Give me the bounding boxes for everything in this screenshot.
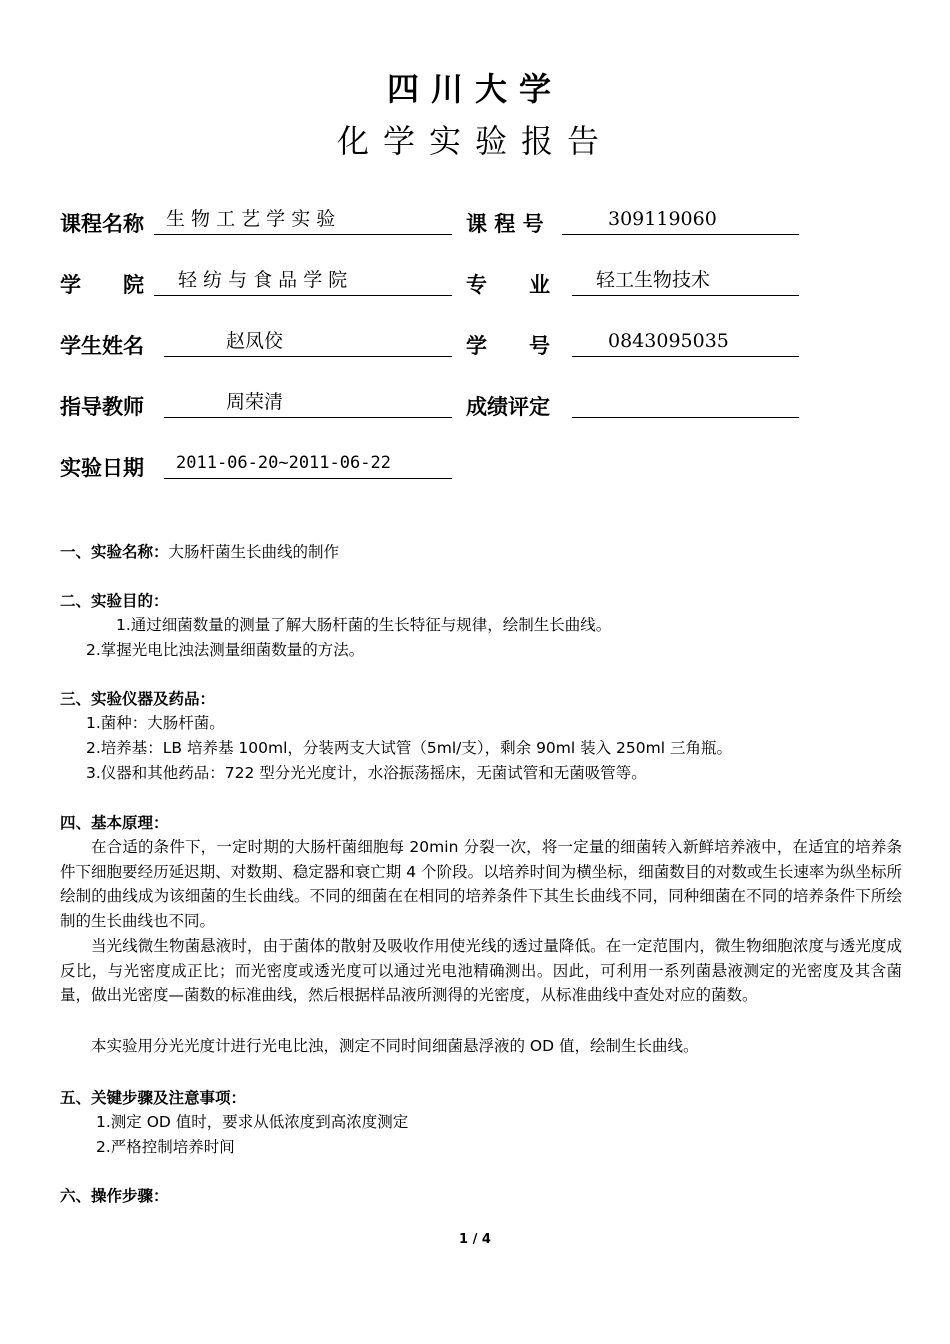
course-no-value: 309119060: [608, 208, 717, 230]
section-2-item: 1.通过细菌数量的测量了解大肠杆菌的生长特征与规律，绘制生长曲线。: [116, 616, 612, 634]
section-3-item: 1.菌种：大肠杆菌。: [86, 714, 225, 732]
grade-field: [572, 389, 799, 418]
principle-paragraph: 当光线微生物菌悬液时，由于菌体的散射及吸收作用使光线的透过量降低。在一定范围内，微生物细胞浓度与透光度成反比，与光密度成正比；而光密度或透光度可以通过光电池精确测出。因此，可利用一系列菌悬液测定的光密度及其含菌量，做出光密度—菌数的标准曲线，然后根据样品液所测得的光密度，从标准曲线中查处对应的菌数。: [60, 937, 902, 1004]
principle-paragraph: 在合适的条件下，一定时期的大肠杆菌细胞每 20min 分裂一次，将一定量的细菌转入新鲜培养液中，在适宜的培养条件下细胞要经历延迟期、对数期、稳定器和衰亡期 4 个阶段。以培养时间为横坐标，细菌数目的对数或生长速率为纵坐标所绘制的曲线成为该细菌的生长曲线。不同的细菌在在相同的培养条件下其生长曲线不同，同种细菌在不同的培养条件下所绘制的生长曲线也不同。: [60, 838, 902, 930]
college-value: 轻 纺 与 食 品 学 院: [178, 269, 348, 291]
course-name-value: 生 物 工 艺 学 实 验: [166, 208, 336, 230]
college-label: 学 院: [60, 273, 144, 297]
section-5-item: 2.严格控制培养时间: [96, 1138, 235, 1156]
section-5-item: 1.测定 OD 值时，要求从低浓度到高浓度测定: [96, 1113, 409, 1131]
section-3-item: 3.仪器和其他药品：722 型分光光度计，水浴振荡摇床，无菌试管和无菌吸管等。: [86, 764, 647, 782]
student-field: [164, 328, 452, 357]
section-1: [60, 540, 339, 562]
student-label: 学生姓名: [60, 334, 144, 358]
date-value: 2011-06-20~2011-06-22: [176, 453, 391, 473]
major-label: 专 业: [466, 273, 550, 297]
major-field: [572, 267, 799, 296]
grade-label: 成绩评定: [466, 395, 550, 419]
page-number: 1 / 4: [459, 1232, 491, 1247]
report-title: 化学实验报告: [336, 122, 613, 160]
university-name: 四川大学: [386, 70, 563, 108]
teacher-label: 指导教师: [60, 395, 144, 419]
teacher-field: [164, 389, 452, 418]
student-value: 赵凤佼: [226, 330, 284, 352]
course-no-label: 课 程 号: [466, 212, 544, 236]
section-2-heading: 二、实验目的：: [60, 592, 169, 610]
college-field: [154, 267, 452, 296]
section-4-heading: 四、基本原理：: [60, 814, 169, 832]
section-3-item: 2.培养基：LB 培养基 100ml，分装两支大试管（5ml/支），剩余 90ml 装入 250ml 三角瓶。: [86, 739, 732, 757]
course-name-field: [154, 206, 452, 235]
course-name-label: 课程名称: [60, 212, 144, 236]
major-value: 轻工生物技术: [596, 269, 711, 291]
date-label: 实验日期: [60, 456, 144, 480]
section-5-heading: 五、关键步骤及注意事项：: [60, 1089, 247, 1107]
section-1-heading: 一、实验名称：: [60, 543, 169, 561]
date-field: [164, 450, 452, 479]
student-no-value: 0843095035: [608, 330, 729, 352]
section-3-heading: 三、实验仪器及药品：: [60, 690, 216, 708]
student-no-label: 学 号: [466, 334, 550, 358]
student-no-field: [572, 328, 799, 357]
principle-paragraph: 本实验用分光光度计进行光电比浊，测定不同时间细菌悬浮液的 OD 值，绘制生长曲线。: [91, 1037, 699, 1055]
course-no-field: [562, 206, 799, 235]
section-2-item: 2.掌握光电比浊法测量细菌数量的方法。: [86, 641, 365, 659]
teacher-value: 周荣清: [226, 391, 284, 413]
section-6-heading: 六、操作步骤：: [60, 1187, 169, 1205]
section-1-text: 大肠杆菌生长曲线的制作: [168, 543, 340, 561]
